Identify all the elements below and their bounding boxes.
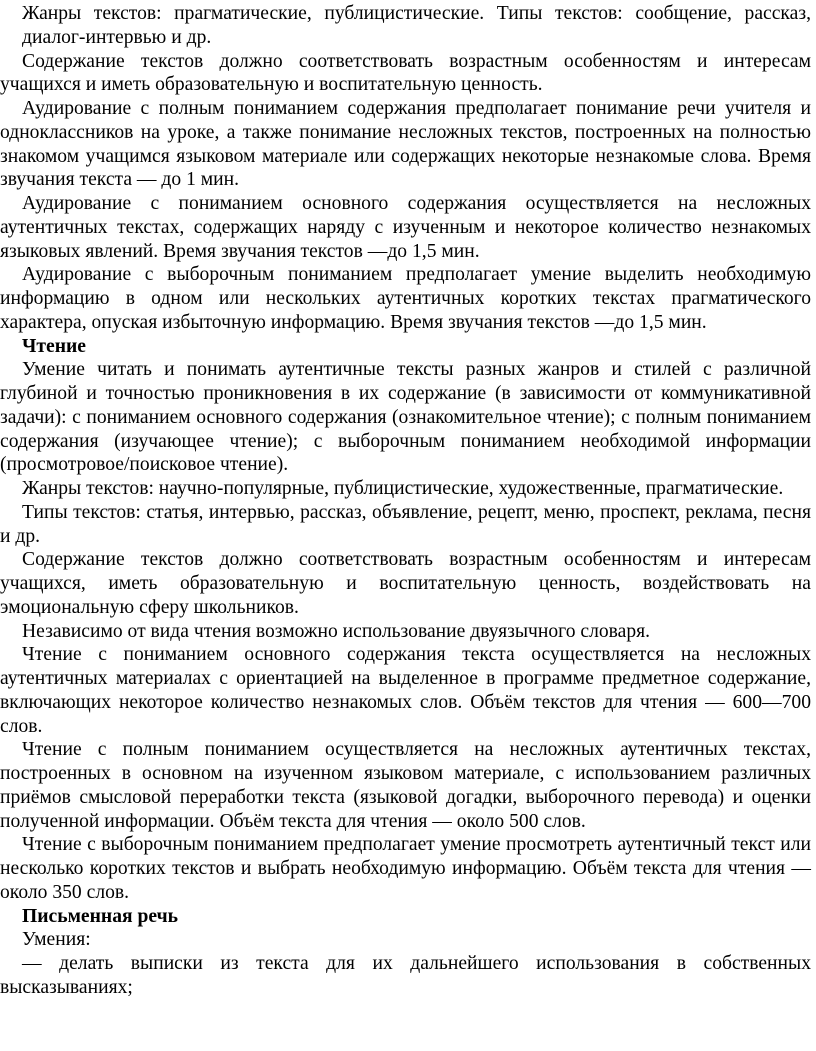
paragraph-writing-extracts: — делать выписки из текста для их дальнейшего использования в собственных высказываниях; (0, 953, 811, 998)
section-heading-reading: Чтение (22, 335, 86, 357)
paragraph-reading-types: Типы текстов: статья, интервью, рассказ, объявление, рецепт, меню, проспект, реклама, песня и др. (0, 501, 811, 547)
paragraph-listening-selective: Аудирование с выборочным пониманием предполагает умение выделить необходимую информацию в одном или нескольких аутентичных коротких текстах прагматического характера, опуская избыточную информацию. Время звучания текстов —до 1,5 мин. (0, 264, 811, 333)
paragraph-reading-skill: Умение читать и понимать аутентичные тексты разных жанров и стилей с различной глубиной и точностью проникновения в их содержание (в зависимости от коммуникативной задачи): с пониманием основного содержания (ознакомительное чтение); с полным пониманием содержания (изучающее чтение); с выборочным пониманием необходимой информации (просмотровое/поисковое чтение). (0, 359, 811, 476)
paragraph-reading-main: Чтение с пониманием основного содержания текста осуществляется на несложных аутентичных материалах с ориентацией на выделенное в программе предметное содержание, включающих некоторое количество незнакомых слов. Объём текстов для чтения — 600—700 слов. (0, 644, 811, 737)
paragraph-reading-selective: Чтение с выборочным пониманием предполагает умение просмотреть аутентичный текст или несколько коротких текстов и выбрать необходимую информацию. Объём текста для чтения — около 350 слов. (0, 834, 811, 903)
paragraph-reading-genres: Жанры текстов: научно-популярные, публицистические, художественные, прагматические. (22, 478, 784, 499)
paragraph-reading-full: Чтение с полным пониманием осуществляется на несложных аутентичных текстах, построенных в основном на изученном языковом материале, с использованием различных приёмов смысловой переработки текста (языковой догадки, выборочного перевода) и оценки полученной информации. Объём текста для чтения — около 500 слов. (0, 739, 811, 832)
section-heading-writing: Письменная речь (22, 905, 179, 927)
paragraph-listening-content: Содержание текстов должно соответствовать возрастным особенностям и интересам учащихся и иметь образовательную и воспитательную ценность. (0, 50, 811, 96)
paragraph-writing-skills: Умения: (22, 929, 91, 951)
paragraph-listening-full: Аудирование с полным пониманием содержания предполагает понимание речи учителя и одноклассников на уроке, а также понимание несложных текстов, построенных на полностью знакомом учащимся языковом материале или содержащих некоторые незнакомые слова. Время звучания текста — до 1 мин. (0, 98, 811, 191)
paragraph-reading-content: Содержание текстов должно соответствовать возрастным особенностям и интересам учащихся, иметь образовательную и воспитательную ценность, воздействовать на эмоциональную сферу школьников. (0, 549, 811, 618)
paragraph-listening-main: Аудирование с пониманием основного содержания осуществляется на несложных аутентичных текстах, содержащих наряду с изученным и некоторое количество незнакомых языковых явлений. Время звучания текстов —до 1,5 мин. (0, 193, 811, 262)
paragraph-reading-dictionary: Независимо от вида чтения возможно использование двуязычного словаря. (22, 620, 651, 642)
paragraph-text-genres-types: Жанры текстов: прагматические, публицистические. Типы текстов: сообщение, рассказ, диалог-интервью и др. (22, 3, 811, 48)
